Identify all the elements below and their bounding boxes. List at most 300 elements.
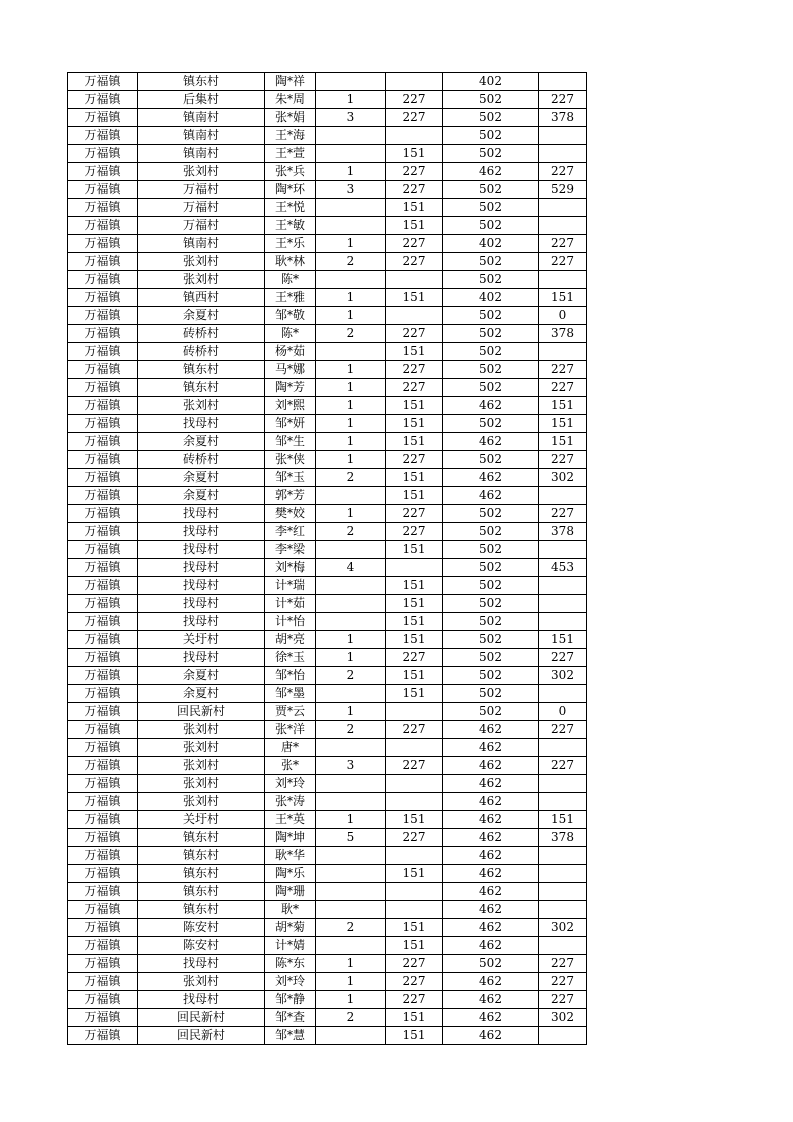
amount-b-cell: 462	[443, 163, 539, 181]
amount-b-cell: 502	[443, 181, 539, 199]
amount-a-cell: 227	[386, 253, 443, 271]
count-cell: 2	[316, 721, 386, 739]
count-cell: 1	[316, 703, 386, 721]
total-cell: 151	[539, 415, 587, 433]
count-cell: 5	[316, 829, 386, 847]
amount-a-cell: 227	[386, 235, 443, 253]
amount-b-cell: 462	[443, 739, 539, 757]
amount-b-cell: 462	[443, 829, 539, 847]
village-cell: 张刘村	[138, 973, 265, 991]
total-cell: 227	[539, 649, 587, 667]
town-cell: 万福镇	[68, 541, 138, 559]
amount-a-cell	[386, 883, 443, 901]
amount-b-cell: 502	[443, 307, 539, 325]
amount-b-cell: 502	[443, 127, 539, 145]
count-cell	[316, 1027, 386, 1045]
village-cell: 找母村	[138, 559, 265, 577]
total-cell: 227	[539, 451, 587, 469]
table-row	[68, 757, 587, 775]
amount-b-cell: 502	[443, 361, 539, 379]
village-cell: 陈安村	[138, 919, 265, 937]
total-cell: 227	[539, 505, 587, 523]
count-cell: 2	[316, 919, 386, 937]
amount-a-cell: 151	[386, 1027, 443, 1045]
village-cell: 镇东村	[138, 901, 265, 919]
village-cell: 陈安村	[138, 937, 265, 955]
amount-a-cell	[386, 775, 443, 793]
village-cell: 余夏村	[138, 667, 265, 685]
name-cell: 王*海	[265, 127, 316, 145]
amount-a-cell	[386, 847, 443, 865]
amount-a-cell: 227	[386, 451, 443, 469]
amount-b-cell: 502	[443, 559, 539, 577]
name-cell: 邹*生	[265, 433, 316, 451]
total-cell: 302	[539, 469, 587, 487]
table-row	[68, 397, 587, 415]
amount-b-cell: 462	[443, 937, 539, 955]
amount-b-cell: 402	[443, 289, 539, 307]
count-cell: 3	[316, 757, 386, 775]
count-cell: 1	[316, 451, 386, 469]
table-row	[68, 919, 587, 937]
name-cell: 胡*菊	[265, 919, 316, 937]
count-cell: 3	[316, 181, 386, 199]
village-cell: 后集村	[138, 91, 265, 109]
total-cell: 378	[539, 325, 587, 343]
amount-a-cell: 151	[386, 433, 443, 451]
name-cell: 张*涛	[265, 793, 316, 811]
village-cell: 关圩村	[138, 811, 265, 829]
total-cell: 227	[539, 361, 587, 379]
village-cell: 找母村	[138, 613, 265, 631]
table-row	[68, 523, 587, 541]
town-cell: 万福镇	[68, 829, 138, 847]
name-cell: 贾*云	[265, 703, 316, 721]
total-cell: 378	[539, 523, 587, 541]
amount-b-cell: 502	[443, 631, 539, 649]
table-row	[68, 415, 587, 433]
town-cell: 万福镇	[68, 433, 138, 451]
name-cell: 杨*茹	[265, 343, 316, 361]
count-cell: 1	[316, 235, 386, 253]
amount-b-cell: 462	[443, 1027, 539, 1045]
town-cell: 万福镇	[68, 613, 138, 631]
table-row	[68, 811, 587, 829]
name-cell: 耿*林	[265, 253, 316, 271]
table-row	[68, 451, 587, 469]
amount-a-cell	[386, 901, 443, 919]
name-cell: 王*萱	[265, 145, 316, 163]
amount-a-cell	[386, 127, 443, 145]
name-cell: 陶*祥	[265, 73, 316, 91]
town-cell: 万福镇	[68, 469, 138, 487]
count-cell	[316, 937, 386, 955]
count-cell: 1	[316, 289, 386, 307]
table-row	[68, 649, 587, 667]
table-row	[68, 1027, 587, 1045]
amount-b-cell: 502	[443, 217, 539, 235]
town-cell: 万福镇	[68, 631, 138, 649]
amount-b-cell: 402	[443, 235, 539, 253]
count-cell: 1	[316, 361, 386, 379]
amount-a-cell: 151	[386, 343, 443, 361]
count-cell	[316, 883, 386, 901]
town-cell: 万福镇	[68, 847, 138, 865]
amount-a-cell: 227	[386, 991, 443, 1009]
total-cell	[539, 541, 587, 559]
count-cell	[316, 685, 386, 703]
total-cell: 151	[539, 397, 587, 415]
name-cell: 陶*坤	[265, 829, 316, 847]
amount-a-cell: 151	[386, 613, 443, 631]
total-cell	[539, 271, 587, 289]
count-cell	[316, 613, 386, 631]
amount-a-cell: 151	[386, 595, 443, 613]
count-cell: 4	[316, 559, 386, 577]
amount-a-cell: 151	[386, 577, 443, 595]
total-cell	[539, 865, 587, 883]
village-cell: 张刘村	[138, 253, 265, 271]
name-cell: 陈*东	[265, 955, 316, 973]
table-row	[68, 271, 587, 289]
total-cell: 227	[539, 379, 587, 397]
amount-b-cell: 462	[443, 721, 539, 739]
amount-b-cell: 502	[443, 199, 539, 217]
table-row	[68, 235, 587, 253]
name-cell: 李*红	[265, 523, 316, 541]
amount-b-cell: 502	[443, 91, 539, 109]
table-row	[68, 469, 587, 487]
amount-a-cell: 151	[386, 397, 443, 415]
table-row	[68, 487, 587, 505]
name-cell: 邹*玉	[265, 469, 316, 487]
name-cell: 王*雅	[265, 289, 316, 307]
town-cell: 万福镇	[68, 577, 138, 595]
amount-b-cell: 502	[443, 271, 539, 289]
name-cell: 胡*亮	[265, 631, 316, 649]
amount-a-cell: 227	[386, 361, 443, 379]
amount-b-cell: 402	[443, 73, 539, 91]
village-cell: 张刘村	[138, 721, 265, 739]
total-cell: 378	[539, 109, 587, 127]
count-cell	[316, 541, 386, 559]
table-row	[68, 217, 587, 235]
amount-a-cell: 227	[386, 721, 443, 739]
count-cell: 2	[316, 523, 386, 541]
total-cell: 302	[539, 1009, 587, 1027]
total-cell	[539, 847, 587, 865]
town-cell: 万福镇	[68, 505, 138, 523]
village-cell: 余夏村	[138, 433, 265, 451]
total-cell	[539, 343, 587, 361]
village-cell: 找母村	[138, 541, 265, 559]
town-cell: 万福镇	[68, 199, 138, 217]
town-cell: 万福镇	[68, 523, 138, 541]
name-cell: 陶*珊	[265, 883, 316, 901]
name-cell: 张*侠	[265, 451, 316, 469]
town-cell: 万福镇	[68, 919, 138, 937]
name-cell: 陶*乐	[265, 865, 316, 883]
town-cell: 万福镇	[68, 307, 138, 325]
table-row	[68, 721, 587, 739]
total-cell	[539, 739, 587, 757]
table-row	[68, 847, 587, 865]
table-row	[68, 307, 587, 325]
amount-b-cell: 462	[443, 757, 539, 775]
count-cell	[316, 793, 386, 811]
count-cell: 1	[316, 433, 386, 451]
name-cell: 邹*敬	[265, 307, 316, 325]
town-cell: 万福镇	[68, 253, 138, 271]
amount-b-cell: 462	[443, 991, 539, 1009]
amount-b-cell: 502	[443, 523, 539, 541]
total-cell: 227	[539, 253, 587, 271]
village-cell: 张刘村	[138, 397, 265, 415]
name-cell: 陈*	[265, 271, 316, 289]
total-cell	[539, 217, 587, 235]
name-cell: 邹*怡	[265, 667, 316, 685]
count-cell: 1	[316, 505, 386, 523]
town-cell: 万福镇	[68, 1027, 138, 1045]
name-cell: 王*乐	[265, 235, 316, 253]
count-cell: 3	[316, 109, 386, 127]
village-cell: 回民新村	[138, 703, 265, 721]
town-cell: 万福镇	[68, 451, 138, 469]
total-cell	[539, 127, 587, 145]
town-cell: 万福镇	[68, 181, 138, 199]
amount-a-cell: 227	[386, 649, 443, 667]
table-row	[68, 775, 587, 793]
total-cell: 227	[539, 757, 587, 775]
amount-b-cell: 462	[443, 901, 539, 919]
town-cell: 万福镇	[68, 757, 138, 775]
village-cell: 回民新村	[138, 1009, 265, 1027]
total-cell	[539, 685, 587, 703]
town-cell: 万福镇	[68, 595, 138, 613]
name-cell: 张*兵	[265, 163, 316, 181]
total-cell	[539, 901, 587, 919]
village-cell: 镇南村	[138, 235, 265, 253]
amount-b-cell: 462	[443, 487, 539, 505]
village-cell: 镇南村	[138, 109, 265, 127]
table-row	[68, 559, 587, 577]
amount-a-cell: 227	[386, 163, 443, 181]
count-cell: 2	[316, 325, 386, 343]
total-cell: 227	[539, 973, 587, 991]
amount-b-cell: 462	[443, 847, 539, 865]
town-cell: 万福镇	[68, 991, 138, 1009]
amount-a-cell: 227	[386, 91, 443, 109]
amount-b-cell: 502	[443, 667, 539, 685]
count-cell: 1	[316, 397, 386, 415]
town-cell: 万福镇	[68, 379, 138, 397]
amount-b-cell: 502	[443, 595, 539, 613]
name-cell: 刘*玲	[265, 775, 316, 793]
amount-a-cell: 227	[386, 325, 443, 343]
count-cell	[316, 739, 386, 757]
town-cell: 万福镇	[68, 235, 138, 253]
amount-a-cell	[386, 559, 443, 577]
table-row	[68, 289, 587, 307]
table-row	[68, 109, 587, 127]
table-row	[68, 325, 587, 343]
table-row	[68, 379, 587, 397]
town-cell: 万福镇	[68, 865, 138, 883]
amount-a-cell: 151	[386, 1009, 443, 1027]
table-row	[68, 793, 587, 811]
amount-a-cell: 151	[386, 937, 443, 955]
village-cell: 镇东村	[138, 73, 265, 91]
village-cell: 镇东村	[138, 865, 265, 883]
name-cell: 陈*	[265, 325, 316, 343]
total-cell	[539, 613, 587, 631]
count-cell: 1	[316, 379, 386, 397]
town-cell: 万福镇	[68, 667, 138, 685]
amount-a-cell: 227	[386, 973, 443, 991]
town-cell: 万福镇	[68, 739, 138, 757]
total-cell: 227	[539, 991, 587, 1009]
total-cell	[539, 145, 587, 163]
amount-a-cell: 151	[386, 631, 443, 649]
total-cell: 378	[539, 829, 587, 847]
table-row	[68, 865, 587, 883]
village-cell: 镇南村	[138, 127, 265, 145]
table-row	[68, 253, 587, 271]
name-cell: 王*英	[265, 811, 316, 829]
total-cell: 529	[539, 181, 587, 199]
total-cell	[539, 199, 587, 217]
amount-a-cell	[386, 271, 443, 289]
name-cell: 邹*静	[265, 991, 316, 1009]
total-cell	[539, 73, 587, 91]
table-row	[68, 973, 587, 991]
village-cell: 镇东村	[138, 361, 265, 379]
amount-a-cell	[386, 307, 443, 325]
village-cell: 找母村	[138, 991, 265, 1009]
total-cell: 227	[539, 235, 587, 253]
count-cell: 2	[316, 1009, 386, 1027]
table-row	[68, 541, 587, 559]
town-cell: 万福镇	[68, 217, 138, 235]
total-cell	[539, 775, 587, 793]
count-cell: 1	[316, 973, 386, 991]
total-cell: 151	[539, 433, 587, 451]
town-cell: 万福镇	[68, 685, 138, 703]
table-row	[68, 955, 587, 973]
amount-a-cell: 151	[386, 865, 443, 883]
total-cell: 151	[539, 811, 587, 829]
table-row	[68, 361, 587, 379]
village-cell: 张刘村	[138, 757, 265, 775]
count-cell: 2	[316, 667, 386, 685]
amount-a-cell: 227	[386, 829, 443, 847]
total-cell: 302	[539, 667, 587, 685]
table-row	[68, 91, 587, 109]
town-cell: 万福镇	[68, 127, 138, 145]
count-cell: 2	[316, 253, 386, 271]
count-cell: 1	[316, 649, 386, 667]
total-cell: 0	[539, 307, 587, 325]
village-cell: 砖桥村	[138, 343, 265, 361]
amount-b-cell: 462	[443, 811, 539, 829]
amount-b-cell: 462	[443, 397, 539, 415]
village-cell: 张刘村	[138, 163, 265, 181]
village-cell: 找母村	[138, 955, 265, 973]
table-row	[68, 937, 587, 955]
count-cell	[316, 217, 386, 235]
name-cell: 徐*玉	[265, 649, 316, 667]
village-cell: 镇东村	[138, 883, 265, 901]
name-cell: 张*	[265, 757, 316, 775]
name-cell: 刘*玲	[265, 973, 316, 991]
village-cell: 镇东村	[138, 379, 265, 397]
table-row	[68, 901, 587, 919]
town-cell: 万福镇	[68, 883, 138, 901]
name-cell: 王*敏	[265, 217, 316, 235]
amount-a-cell: 151	[386, 685, 443, 703]
town-cell: 万福镇	[68, 721, 138, 739]
table-body	[68, 73, 587, 1045]
count-cell	[316, 199, 386, 217]
table-row	[68, 343, 587, 361]
amount-a-cell: 151	[386, 217, 443, 235]
town-cell: 万福镇	[68, 901, 138, 919]
total-cell: 453	[539, 559, 587, 577]
amount-a-cell: 151	[386, 199, 443, 217]
town-cell: 万福镇	[68, 289, 138, 307]
name-cell: 耿*华	[265, 847, 316, 865]
amount-b-cell: 462	[443, 469, 539, 487]
total-cell: 151	[539, 631, 587, 649]
amount-a-cell: 227	[386, 379, 443, 397]
table-row	[68, 631, 587, 649]
total-cell: 151	[539, 289, 587, 307]
table-row	[68, 73, 587, 91]
amount-b-cell: 502	[443, 541, 539, 559]
name-cell: 张*洋	[265, 721, 316, 739]
table-row	[68, 577, 587, 595]
town-cell: 万福镇	[68, 703, 138, 721]
count-cell: 1	[316, 91, 386, 109]
total-cell	[539, 595, 587, 613]
name-cell: 刘*熙	[265, 397, 316, 415]
table-row	[68, 127, 587, 145]
name-cell: 刘*梅	[265, 559, 316, 577]
amount-a-cell: 151	[386, 145, 443, 163]
village-cell: 万福村	[138, 181, 265, 199]
town-cell: 万福镇	[68, 271, 138, 289]
village-cell: 砖桥村	[138, 451, 265, 469]
amount-b-cell: 462	[443, 793, 539, 811]
town-cell: 万福镇	[68, 775, 138, 793]
name-cell: 计*瑞	[265, 577, 316, 595]
count-cell	[316, 73, 386, 91]
count-cell	[316, 145, 386, 163]
total-cell	[539, 577, 587, 595]
amount-a-cell: 227	[386, 523, 443, 541]
town-cell: 万福镇	[68, 811, 138, 829]
village-cell: 张刘村	[138, 271, 265, 289]
table-row	[68, 433, 587, 451]
name-cell: 邹*妍	[265, 415, 316, 433]
name-cell: 陶*芳	[265, 379, 316, 397]
amount-a-cell: 227	[386, 181, 443, 199]
amount-b-cell: 502	[443, 451, 539, 469]
village-cell: 关圩村	[138, 631, 265, 649]
count-cell	[316, 577, 386, 595]
name-cell: 邹*墨	[265, 685, 316, 703]
town-cell: 万福镇	[68, 397, 138, 415]
